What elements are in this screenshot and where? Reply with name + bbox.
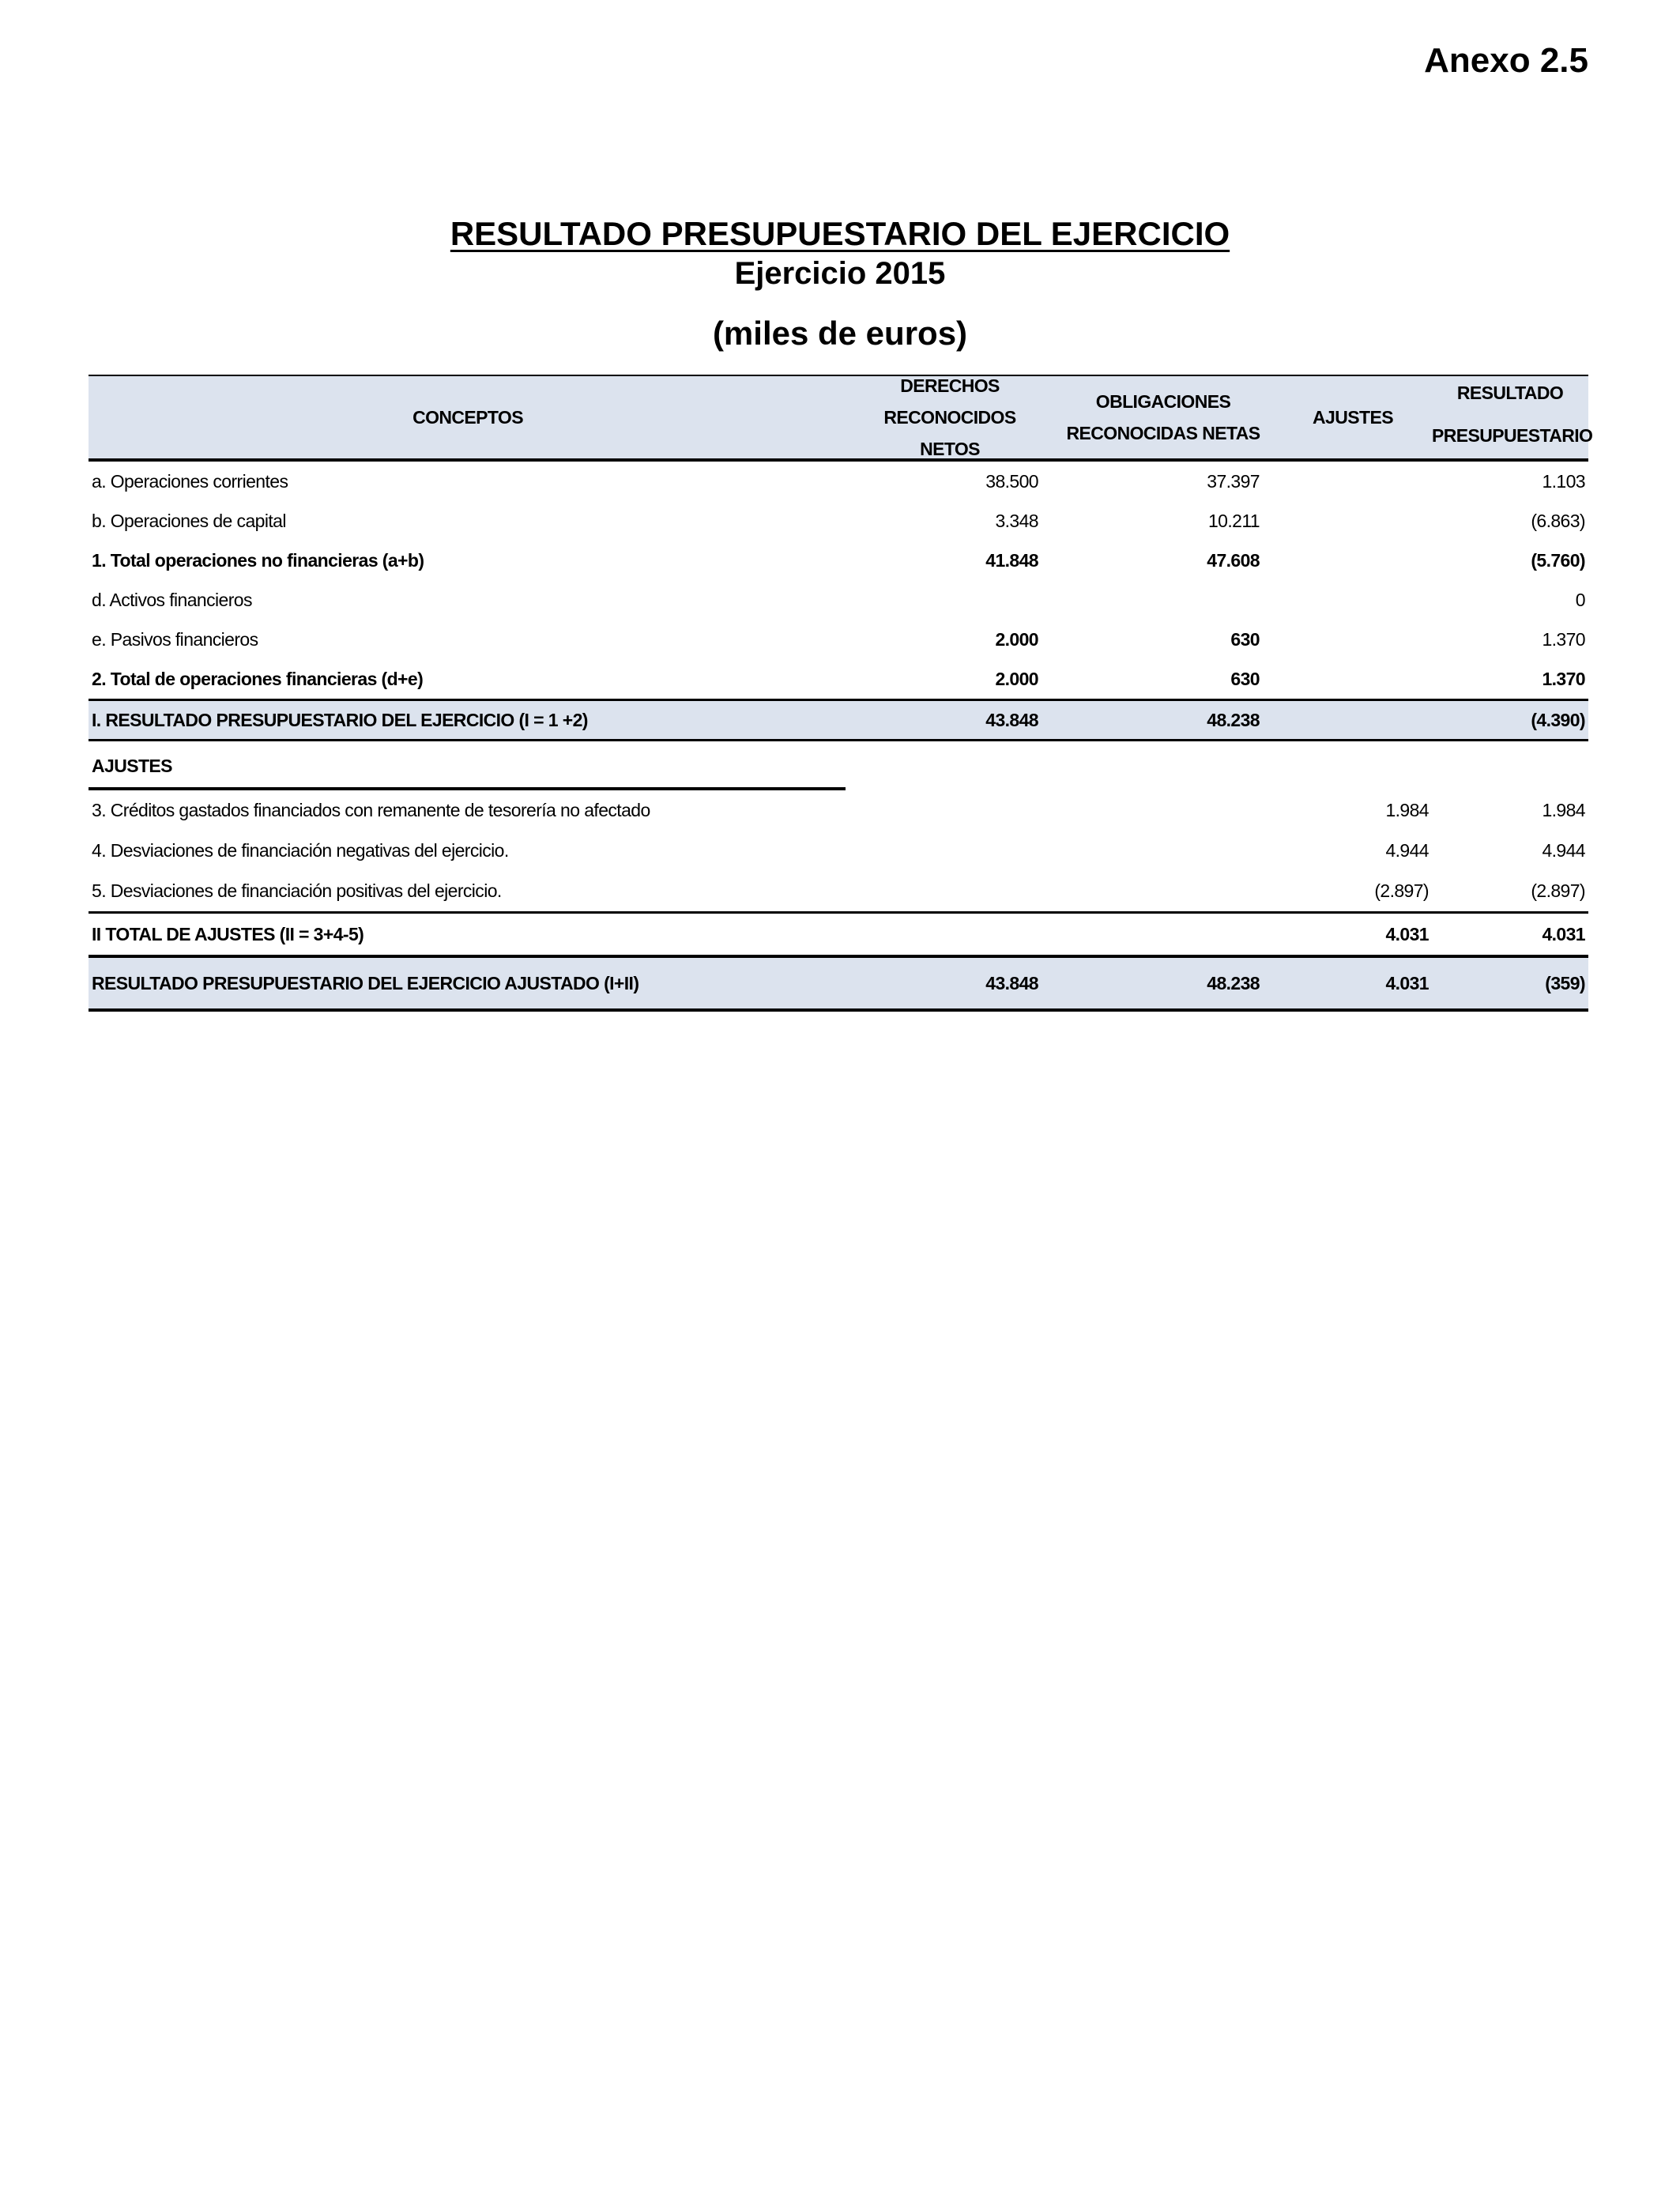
table-row xyxy=(89,831,1588,871)
row-resultado: 1.103 xyxy=(1542,470,1585,492)
table-row xyxy=(89,790,1588,831)
header-obligaciones xyxy=(1053,386,1274,449)
row-obligaciones: 630 xyxy=(1230,628,1260,650)
row-resultado: 4.031 xyxy=(1542,923,1585,944)
table-row-final-result xyxy=(89,955,1588,1012)
row-ajustes: 4.944 xyxy=(1385,840,1429,861)
page-title: RESULTADO PRESUPUESTARIO DEL EJERCICIO xyxy=(450,215,1230,252)
table-row xyxy=(89,462,1588,501)
section-ajustes-label: AJUSTES xyxy=(92,755,172,776)
row-derechos: 43.848 xyxy=(985,709,1038,730)
row-concept: II TOTAL DE AJUSTES (II = 3+4-5) xyxy=(92,923,364,944)
header-derechos xyxy=(847,370,1053,465)
row-concept: 1. Total operaciones no financieras (a+b) xyxy=(92,549,424,571)
header-conceptos: CONCEPTOS xyxy=(412,407,523,428)
row-resultado: (6.863) xyxy=(1531,510,1585,531)
table-row xyxy=(89,620,1588,659)
table-row-total-ajustes xyxy=(89,911,1588,955)
row-concept: d. Activos financieros xyxy=(92,589,252,610)
header-obligaciones-line2: RECONOCIDAS NETAS xyxy=(1066,423,1260,443)
row-resultado: 4.944 xyxy=(1542,840,1585,861)
row-obligaciones: 37.397 xyxy=(1207,470,1260,492)
row-ajustes: 4.031 xyxy=(1385,972,1429,993)
table-row-result xyxy=(89,699,1588,741)
row-concept: RESULTADO PRESUPUESTARIO DEL EJERCICIO AJUSTADO (I+II) xyxy=(92,972,639,993)
table-row xyxy=(89,580,1588,620)
header-obligaciones-line1: OBLIGACIONES xyxy=(1095,391,1231,412)
table-row xyxy=(89,501,1588,541)
row-ajustes: (2.897) xyxy=(1374,880,1429,901)
units-label: (miles de euros) xyxy=(712,315,968,352)
row-obligaciones: 630 xyxy=(1230,668,1260,689)
row-resultado: (359) xyxy=(1545,972,1585,993)
row-derechos: 3.348 xyxy=(995,510,1038,531)
row-concept: 5. Desviaciones de financiación positivas del ejercicio. xyxy=(92,880,502,901)
row-derechos: 41.848 xyxy=(985,549,1038,571)
row-resultado: (5.760) xyxy=(1531,549,1585,571)
row-resultado: 0 xyxy=(1575,589,1585,610)
row-concept: 2. Total de operaciones financieras (d+e) xyxy=(92,668,424,689)
row-derechos: 2.000 xyxy=(995,628,1038,650)
section-ajustes xyxy=(89,741,1588,790)
row-ajustes: 1.984 xyxy=(1385,800,1429,820)
header-derechos-line2: NETOS xyxy=(920,439,980,459)
row-resultado: 1.370 xyxy=(1542,668,1585,689)
table-row xyxy=(89,871,1588,911)
row-concept: e. Pasivos financieros xyxy=(92,628,258,650)
row-resultado: (4.390) xyxy=(1531,709,1585,730)
table-row-total xyxy=(89,541,1588,580)
budget-result-table xyxy=(89,375,1593,1012)
row-derechos: 38.500 xyxy=(985,470,1038,492)
table-row-total xyxy=(89,659,1588,699)
row-resultado: 1.370 xyxy=(1542,628,1585,650)
row-concept: I. RESULTADO PRESUPUESTARIO DEL EJERCICIO (I = 1 +2) xyxy=(92,709,588,730)
header-derechos-line1: DERECHOS RECONOCIDOS xyxy=(883,375,1016,428)
row-concept: a. Operaciones corrientes xyxy=(92,470,288,492)
annex-label: Anexo 2.5 xyxy=(1424,41,1588,80)
row-resultado: 1.984 xyxy=(1542,800,1585,820)
header-ajustes: AJUSTES xyxy=(1313,407,1393,428)
row-derechos: 43.848 xyxy=(985,972,1038,993)
row-obligaciones: 48.238 xyxy=(1207,709,1260,730)
row-obligaciones: 48.238 xyxy=(1207,972,1260,993)
row-concept: 3. Créditos gastados financiados con remanente de tesorería no afectado xyxy=(92,800,650,820)
header-resultado xyxy=(1432,383,1593,451)
row-derechos: 2.000 xyxy=(995,668,1038,689)
row-obligaciones: 47.608 xyxy=(1207,549,1260,571)
row-concept: 4. Desviaciones de financiación negativas del ejercicio. xyxy=(92,840,509,861)
row-obligaciones: 10.211 xyxy=(1207,510,1260,531)
header-resultado-line1: RESULTADO xyxy=(1456,383,1564,403)
row-resultado: (2.897) xyxy=(1531,880,1585,901)
page-subtitle: Ejercicio 2015 xyxy=(734,256,946,291)
row-concept: b. Operaciones de capital xyxy=(92,510,286,531)
row-ajustes: 4.031 xyxy=(1385,923,1429,944)
header-resultado-line2: PRESUPUESTARIO xyxy=(1432,425,1593,446)
table-header xyxy=(89,375,1593,462)
